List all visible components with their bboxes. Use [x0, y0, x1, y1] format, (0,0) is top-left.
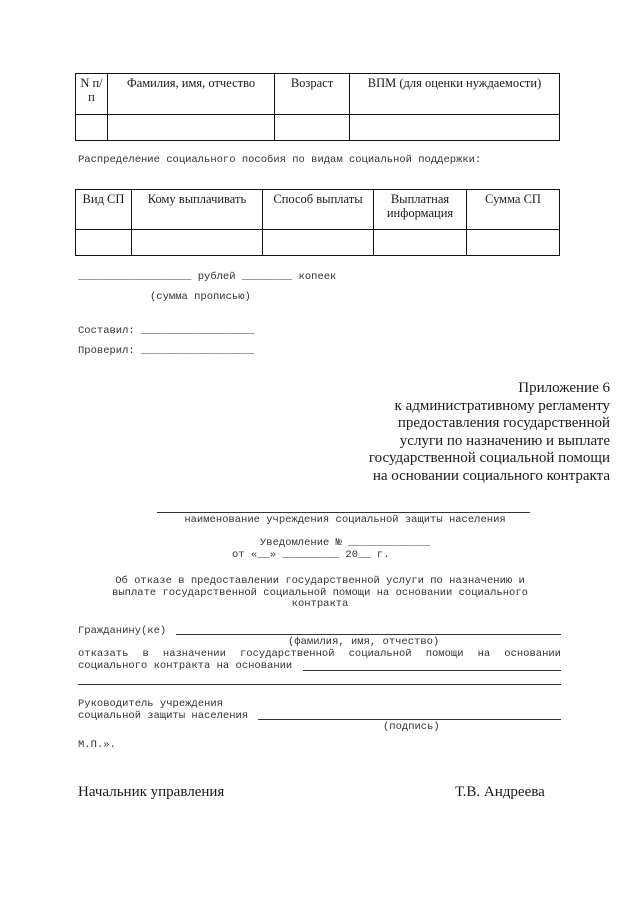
- notice-number: Уведомление № _____________: [260, 537, 431, 549]
- citizen-label: Гражданину(ке): [78, 625, 167, 637]
- table2-header-payee: Кому выплачивать: [132, 190, 263, 230]
- table1-cell: [108, 115, 275, 141]
- table1-header-number: N п/п: [76, 74, 108, 115]
- signature-caption: (подпись): [383, 721, 440, 733]
- footer-position: Начальник управления: [78, 784, 225, 800]
- appendix-line: к административному регламенту: [394, 397, 610, 414]
- footer-name: Т.В. Андреева: [455, 784, 545, 800]
- appendix-header: [369, 380, 610, 485]
- table2-header-sum: Сумма СП: [467, 190, 560, 230]
- appendix-line: на основании социального контракта: [372, 467, 610, 484]
- table2-header-payment-info: Выплатная информация: [374, 190, 467, 230]
- institution-line: [157, 512, 530, 513]
- table2-cell: [374, 230, 467, 256]
- appendix-line: Приложение 6: [518, 380, 610, 396]
- sum-caption: (сумма прописью): [150, 291, 251, 303]
- compiled-by: Составил: __________________: [78, 325, 255, 337]
- notice-date: от «__» _________ 20__ г.: [232, 549, 390, 561]
- table2-cell: [263, 230, 374, 256]
- citizen-name-line: [176, 634, 561, 635]
- appendix-line: государственной социальной помощи: [368, 450, 610, 466]
- recipients-table: [75, 73, 560, 141]
- head-title-line1: Руководитель учреждения: [78, 698, 223, 710]
- refuse-text-line2: социального контракта на основании: [78, 660, 293, 672]
- appendix-line: услуги по назначению и выплате: [399, 432, 610, 449]
- citizen-caption: (фамилия, имя, отчество): [288, 636, 440, 648]
- table2-cell: [132, 230, 263, 256]
- refusal-title-line: контракта: [291, 598, 349, 610]
- table2-cell: [467, 230, 560, 256]
- table1-cell: [275, 115, 350, 141]
- distribution-table: [75, 189, 560, 256]
- refusal-title: [90, 576, 550, 611]
- table2-header-type: Вид СП: [76, 190, 132, 230]
- signature-line: [258, 719, 561, 720]
- sum-line: __________________ рублей ________ копеек: [78, 271, 337, 283]
- table2-header-method: Способ выплаты: [263, 190, 374, 230]
- refusal-title-line: выплате государственной социальной помощи на основании социального: [112, 586, 528, 599]
- stamp-mark: М.П.».: [78, 739, 116, 751]
- appendix-line: предоставления государственной: [397, 415, 610, 431]
- reason-line-2: [78, 684, 561, 685]
- head-title-line2: социальной защиты населения: [78, 710, 249, 722]
- table1-header-age: Возраст: [275, 74, 350, 115]
- table1-cell: [76, 115, 108, 141]
- checked-by: Проверил: __________________: [78, 345, 255, 357]
- table2-cell: [76, 230, 132, 256]
- refuse-text-line1: отказать в назначении государственной социальной помощи на основании: [78, 648, 561, 660]
- reason-line: [303, 670, 561, 671]
- table1-header-name: Фамилия, имя, отчество: [108, 74, 275, 115]
- institution-caption: наименование учреждения социальной защиты населения: [184, 514, 506, 526]
- table1-cell: [350, 115, 560, 141]
- refusal-title-line: Об отказе в предоставлении государственной услуги по назначению и: [115, 575, 525, 587]
- table1-header-vpm: ВПМ (для оценки нуждаемости): [350, 74, 560, 115]
- distribution-label: Распределение социального пособия по видам социальной поддержки:: [78, 154, 482, 166]
